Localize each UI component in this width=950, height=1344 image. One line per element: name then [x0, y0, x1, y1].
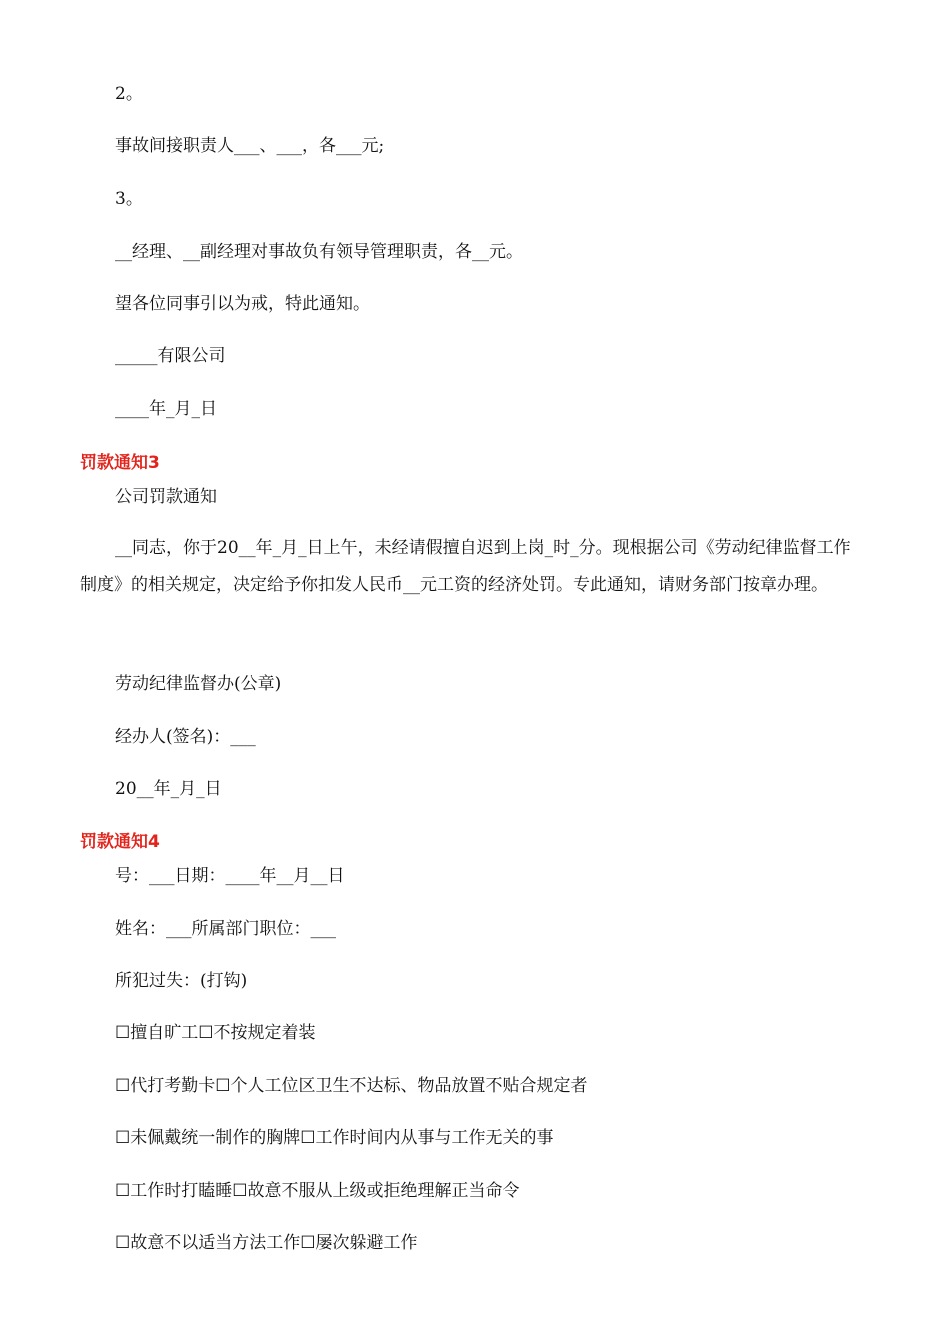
handler-signature-line: 经办人(签名)：___ [115, 727, 256, 747]
item-2-text: 事故间接职责人___、___，各___元; [115, 136, 385, 156]
closing-sentence: 望各位同事引以为戒，特此通知。 [115, 294, 370, 314]
faults-label: 所犯过失：(打钩) [115, 971, 248, 991]
number-date-line: 号：___日期：____年__月__日 [115, 866, 345, 886]
office-seal-line: 劳动纪律监督办(公章) [115, 674, 282, 694]
section-heading-4: 罚款通知4 [80, 832, 160, 852]
fault-checkbox-line: ☐代打考勤卡☐个人工位区卫生不达标、物品放置不贴合规定者 [115, 1076, 588, 1096]
notice-body: __同志，你于20__年_月_日上午，未经请假擅自迟到上岗_时_分。现根据公司《劳动纪律监督工作制度》的相关规定，决定给予你扣发人民币__元工资的经济处罚。专此通知，请财务部门按章办理。 [80, 538, 851, 595]
fault-checkbox-line: ☐故意不以适当方法工作☐屡次躲避工作 [115, 1233, 418, 1253]
company-signature: _____有限公司 [115, 346, 226, 366]
fault-checkbox-line: ☐未佩戴统一制作的胸牌☐工作时间内从事与工作无关的事 [115, 1128, 554, 1148]
item-2-number: 2。 [115, 84, 143, 104]
item-3-text: __经理、__副经理对事故负有领导管理职责，各__元。 [115, 242, 523, 262]
item-3-number: 3。 [115, 189, 143, 209]
section-heading-3: 罚款通知3 [80, 453, 160, 473]
notice-date: 20__年_月_日 [115, 779, 222, 799]
fault-checkbox-line: ☐工作时打瞌睡☐故意不服从上级或拒绝理解正当命令 [115, 1181, 520, 1201]
name-department-line: 姓名：___所属部门职位：___ [115, 919, 336, 939]
notice-title: 公司罚款通知 [115, 487, 217, 507]
fault-checkbox-line: ☐擅自旷工☐不按规定着装 [115, 1023, 316, 1043]
signature-date: ____年_月_日 [115, 399, 217, 419]
